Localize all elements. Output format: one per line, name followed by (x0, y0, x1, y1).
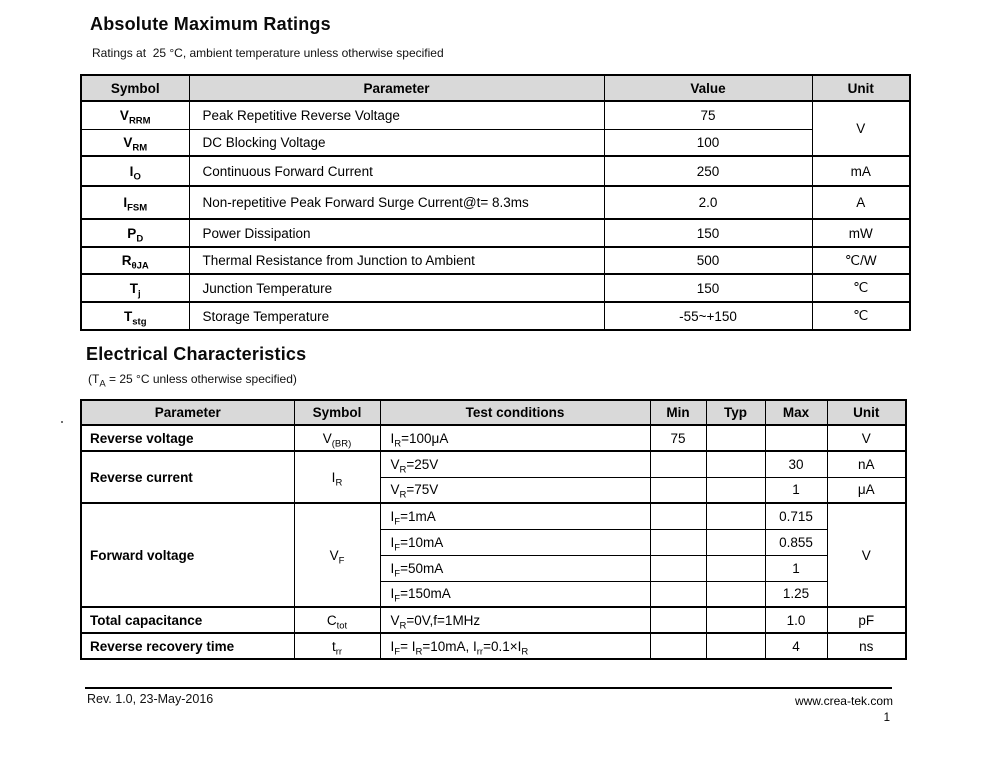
test-condition-cell: $V_R=0V,f=1MHz$ (380, 607, 650, 633)
table-row-rthja (81, 247, 910, 274)
test-condition-cell: $I_F=150mA$ (380, 581, 650, 607)
max-cell (765, 425, 827, 451)
table-row-tj (81, 274, 910, 302)
section-subtitle-electrical-characteristics: ($T_A = 25$ °C unless otherwise specified) (88, 372, 297, 390)
table-row-forward-voltage-1 (81, 503, 906, 529)
symbol-cell: $V_F$ (294, 503, 380, 607)
min-cell (650, 607, 706, 633)
column-header-value: Value (604, 75, 812, 101)
column-header-unit: Unit (827, 400, 906, 425)
typ-cell (706, 633, 765, 659)
parameter-cell: Forward voltage (81, 503, 294, 607)
unit-cell: nA (827, 451, 906, 477)
test-condition-cell: $I_F= I_R=10mA$, $I_{rr}=0.1\times I_R$ (380, 633, 650, 659)
unit-cell: mW (812, 219, 910, 247)
test-condition-cell: $V_R=25V$ (380, 451, 650, 477)
value-cell: 500 (604, 247, 812, 274)
table-row-reverse-recovery-time (81, 633, 906, 659)
parameter-cell: Total capacitance (81, 607, 294, 633)
parameter-cell: Thermal Resistance from Junction to Ambient (189, 247, 604, 274)
symbol-cell: $I_O$ (81, 156, 189, 186)
parameter-cell: Reverse current (81, 451, 294, 503)
value-cell: 75 (604, 101, 812, 129)
table-row-vrrm (81, 101, 910, 129)
typ-cell (706, 581, 765, 607)
typ-cell (706, 451, 765, 477)
table-row-pd (81, 219, 910, 247)
column-header-min: Min (650, 400, 706, 425)
symbol-cell: $R_{\theta JA}$ (81, 247, 189, 274)
section-title-absolute-maximum-ratings: Absolute Maximum Ratings (90, 14, 331, 34)
parameter-cell: Peak Repetitive Reverse Voltage (189, 101, 604, 129)
symbol-cell: $V_{RM}$ (81, 129, 189, 156)
unit-cell: V (827, 503, 906, 607)
symbol-cell: $I_{FSM}$ (81, 186, 189, 219)
value-cell: -55~+150 (604, 302, 812, 330)
unit-cell: ℃ (812, 274, 910, 302)
symbol-cell: $C_{tot}$ (294, 607, 380, 633)
symbol-cell: $I_R$ (294, 451, 380, 503)
value-cell: 250 (604, 156, 812, 186)
typ-cell (706, 607, 765, 633)
min-cell (650, 555, 706, 581)
max-cell: 1.0 (765, 607, 827, 633)
typ-cell (706, 503, 765, 529)
max-cell: 4 (765, 633, 827, 659)
typ-cell (706, 477, 765, 503)
max-cell: 30 (765, 451, 827, 477)
test-condition-cell: $I_R=100\mu A$ (380, 425, 650, 451)
typ-cell (706, 555, 765, 581)
margin-dot (61, 421, 63, 423)
test-condition-cell: $I_F=1mA$ (380, 503, 650, 529)
table-row-ifsm (81, 186, 910, 219)
min-cell (650, 581, 706, 607)
value-cell: 150 (604, 219, 812, 247)
column-header-unit: Unit (812, 75, 910, 101)
footer-website: www.crea-tek.com (794, 694, 893, 708)
column-header-max: Max (765, 400, 827, 425)
min-cell (650, 503, 706, 529)
parameter-cell: Junction Temperature (189, 274, 604, 302)
test-condition-cell: $I_F=50mA$ (380, 555, 650, 581)
min-cell (650, 477, 706, 503)
value-cell: 2.0 (604, 186, 812, 219)
table-row-tstg (81, 302, 910, 330)
table-row-reverse-voltage (81, 425, 906, 451)
absolute-maximum-ratings-table (80, 74, 911, 331)
parameter-cell: DC Blocking Voltage (189, 129, 604, 156)
max-cell: 0.715 (765, 503, 827, 529)
column-header-typ: Typ (706, 400, 765, 425)
max-cell: 1 (765, 477, 827, 503)
unit-cell: ns (827, 633, 906, 659)
table-row-io (81, 156, 910, 186)
footer-revision: Rev. 1.0, 23-May-2016 (87, 692, 214, 706)
unit-cell: ℃/W (812, 247, 910, 274)
parameter-cell: Continuous Forward Current (189, 156, 604, 186)
unit-cell: A (812, 186, 910, 219)
parameter-cell: Non-repetitive Peak Forward Surge Current@t= 8.3ms (189, 186, 604, 219)
unit-cell: pF (827, 607, 906, 633)
table-row-reverse-current-1 (81, 451, 906, 477)
column-header-parameter: Parameter (81, 400, 294, 425)
parameter-cell: Reverse recovery time (81, 633, 294, 659)
typ-cell (706, 529, 765, 555)
symbol-cell: $P_D$ (81, 219, 189, 247)
unit-cell: μA (827, 477, 906, 503)
section-subtitle-absolute-maximum-ratings: Ratings at 25 °C, ambient temperature unless otherwise specified (92, 46, 444, 60)
value-cell: 100 (604, 129, 812, 156)
typ-cell (706, 425, 765, 451)
page-number: 1 (883, 712, 890, 724)
table-header-row (81, 75, 910, 101)
table-row-total-capacitance (81, 607, 906, 633)
parameter-cell: Power Dissipation (189, 219, 604, 247)
max-cell: 1.25 (765, 581, 827, 607)
max-cell: 0.855 (765, 529, 827, 555)
parameter-cell: Reverse voltage (81, 425, 294, 451)
unit-cell: V (827, 425, 906, 451)
parameter-cell: Storage Temperature (189, 302, 604, 330)
symbol-cell: $T_j$ (81, 274, 189, 302)
column-header-test-conditions: Test conditions (380, 400, 650, 425)
test-condition-cell: $I_F=10mA$ (380, 529, 650, 555)
symbol-cell: $V_{RRM}$ (81, 101, 189, 129)
min-cell (650, 451, 706, 477)
footer-rule (85, 687, 892, 689)
value-cell: 150 (604, 274, 812, 302)
section-title-electrical-characteristics: Electrical Characteristics (86, 344, 307, 364)
symbol-cell: $V_{(BR)}$ (294, 425, 380, 451)
column-header-parameter: Parameter (189, 75, 604, 101)
min-cell (650, 633, 706, 659)
column-header-symbol: Symbol (81, 75, 189, 101)
electrical-characteristics-table (80, 399, 907, 660)
symbol-cell: $T_{stg}$ (81, 302, 189, 330)
min-cell: 75 (650, 425, 706, 451)
max-cell: 1 (765, 555, 827, 581)
symbol-cell: $t_{rr}$ (294, 633, 380, 659)
test-condition-cell: $V_R=75V$ (380, 477, 650, 503)
table-header-row (81, 400, 906, 425)
unit-cell: ℃ (812, 302, 910, 330)
table-row-vrm (81, 129, 910, 156)
min-cell (650, 529, 706, 555)
unit-cell: V (812, 101, 910, 156)
column-header-symbol: Symbol (294, 400, 380, 425)
unit-cell: mA (812, 156, 910, 186)
